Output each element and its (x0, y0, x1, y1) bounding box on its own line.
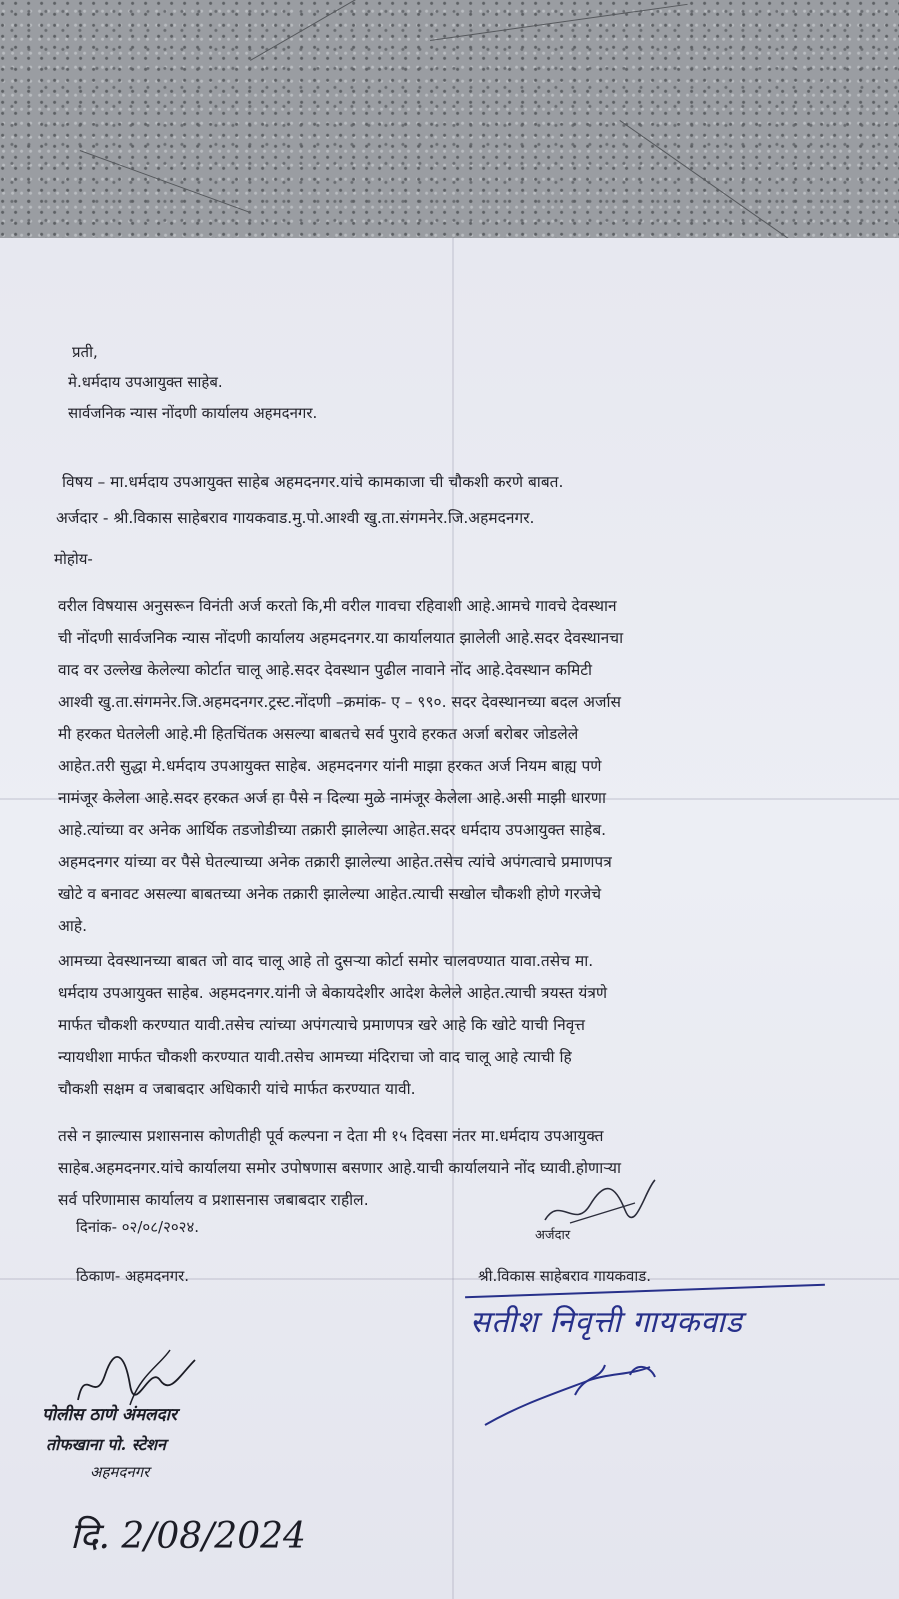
paragraph-line: न्यायधीशा मार्फत चौकशी करण्यात यावी.तसेच आमच्या मंदिराचा जो वाद चालू आहे त्याची हि (58, 1048, 572, 1066)
paragraph-line: नामंजूर केलेला आहे.सदर हरकत अर्ज हा पैसे न दिल्या मुळे नामंजूर केलेला आहे.असी माझी धारणा (58, 789, 606, 807)
paragraph-line: चौकशी सक्षम व जबाबदार अधिकारी यांचे मार्फत करण्यात यावी. (58, 1080, 416, 1098)
stamp-line-1: पोलीस ठाणे अंमलदार (42, 1405, 177, 1425)
paragraph-line: मी हरकत घेतलेली आहे.मी हितचिंतक असल्या बाबतचे सर्व पुरावे हरकत अर्जा बरोबर जोडलेले (58, 725, 579, 743)
witness-signature (480, 1355, 680, 1435)
applicant-signature (540, 1175, 660, 1235)
subject-line: विषय – मा.धर्मदाय उपआयुक्त साहेब अहमदनगर.यांचे कामकाजा ची चौकशी करणे बाबत. (62, 473, 564, 491)
paragraph-line: ची नोंदणी सार्वजनिक न्यास नोंदणी कार्यालय अहमदनगर.या कार्यालयात झालेली आहे.सदर देवस्थानचा (58, 629, 624, 647)
stamp-line-2: तोफखाना पो. स्टेशन (46, 1435, 166, 1454)
paragraph-line: तसे न झाल्यास प्रशासनास कोणतीही पूर्व कल्पना न देता मी १५ दिवसा नंतर मा.धर्मदाय उपआयुक्त (58, 1127, 604, 1145)
addressee-line1: मे.धर्मदाय उपआयुक्त साहेब. (68, 373, 223, 391)
stamp-date-handwritten: दि. 2/08/2024 (70, 1516, 306, 1557)
paragraph-line: अहमदनगर यांच्या वर पैसे घेतल्याच्या अनेक तक्रारी झालेल्या आहेत.तसेच त्यांचे अपंगत्वाचे प्रमाणपत्र (58, 853, 612, 871)
applicant-line: अर्जदार - श्री.विकास साहेबराव गायकवाड.मु.पो.आश्वी खु.ता.संगमनेर.जि.अहमदनगर. (56, 509, 535, 527)
letter-place: ठिकाण- अहमदनगर. (76, 1267, 190, 1285)
addressee-line2: सार्वजनिक न्यास नोंदणी कार्यालय अहमदनगर. (68, 404, 318, 422)
paragraph-line: सर्व परिणामास कार्यालय व प्रशासनास जबाबदार राहील. (58, 1191, 369, 1209)
paragraph-1 (58, 590, 778, 942)
paragraph-line: आहे. (58, 917, 87, 935)
paragraph-3 (58, 1120, 778, 1216)
paragraph-2 (58, 945, 778, 1105)
paragraph-line: खोटे व बनावट असल्या बाबतच्या अनेक तक्रारी झालेल्या आहेत.त्याची सखोल चौकशी होणे गरजेचे (58, 885, 602, 903)
paragraph-line: आश्वी खु.ता.संगमनेर.जि.अहमदनगर.ट्रस्ट.नोंदणी –क्रमांक- ए – ९९०. सदर देवस्थानच्या बदल अर्जास (58, 693, 621, 711)
stamp-line-3: अहमदनगर (90, 1463, 150, 1481)
paragraph-line: साहेब.अहमदनगर.यांचे कार्यालया समोर उपोषणास बसणार आहे.याची कार्यालयाने नोंद घ्यावी.होणाऱ्या (58, 1159, 622, 1177)
paragraph-line: आहेत.तरी सुद्धा मे.धर्मदाय उपआयुक्त साहेब. अहमदनगर यांनी माझा हरकत अर्ज नियम बाह्य पणे (58, 757, 602, 775)
paragraph-line: वरील विषयास अनुसरून विनंती अर्ज करतो कि,मी वरील गावचा रहिवाशी आहे.आमचे गावचे देवस्थान (58, 597, 617, 615)
letter-date: दिनांक- ०२/०८/२०२४. (76, 1218, 200, 1236)
addressee-prati: प्रती, (72, 343, 98, 361)
paragraph-line: वाद वर उल्लेख केलेल्या कोर्टात चालू आहे.सदर देवस्थान पुढील नावाने नोंद आहे.देवस्थान कमिटी (58, 661, 593, 679)
applicant-label: अर्जदार (535, 1228, 571, 1243)
applicant-name: श्री.विकास साहेबराव गायकवाड. (478, 1267, 652, 1285)
paragraph-line: मार्फत चौकशी करण्यात यावी.तसेच त्यांच्या अपंगत्याचे प्रमाणपत्र खरे आहे कि खोटे याची निवृत्त (58, 1016, 586, 1034)
paragraph-line: धर्मदाय उपआयुक्त साहेब. अहमदनगर.यांनी जे बेकायदेशीर आदेश केलेले आहेत.त्याची त्रयस्त यंत्रणे (58, 984, 608, 1002)
paragraph-line: आहे.त्यांच्या वर अनेक आर्थिक तडजोडीच्या तक्रारी झालेल्या आहेत.सदर धर्मदाय उपआयुक्त साहेब. (58, 821, 607, 839)
paragraph-line: आमच्या देवस्थानच्या बाबत जो वाद चालू आहे तो दुसऱ्या कोर्टा समोर चालवण्यात यावा.तसेच मा. (58, 952, 594, 970)
witness-name-handwritten: सतीश निवृत्ती गायकवाड (470, 1305, 743, 1340)
salutation: मोहोय- (54, 550, 93, 568)
